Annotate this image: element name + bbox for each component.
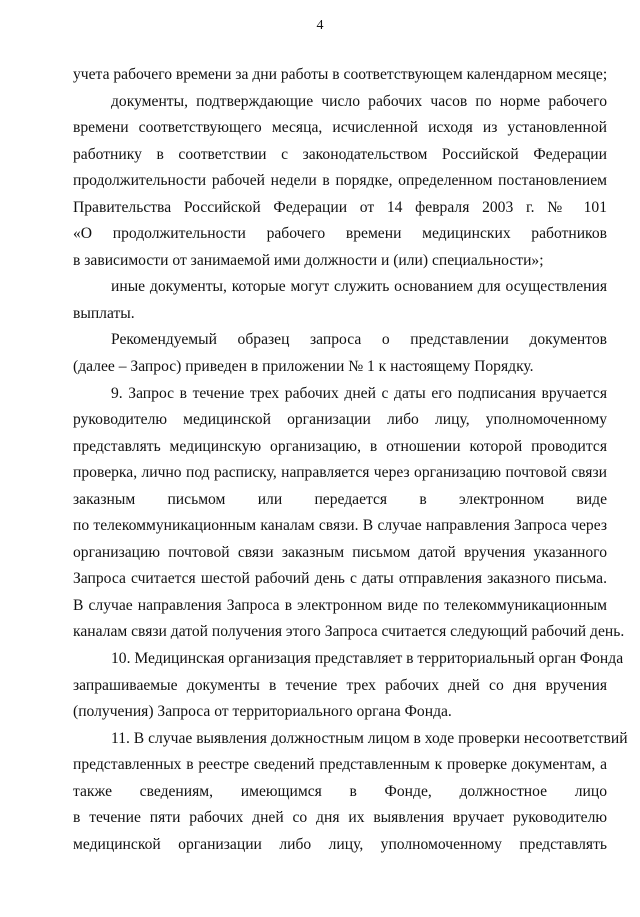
text-line: проверка, лично под расписку, направляется через организацию почтовой связи (73, 464, 607, 482)
text-line: Запроса считается шестой рабочий день с даты отправления заказного письма. (73, 570, 607, 588)
page-number: 4 (316, 18, 324, 33)
text-line: 11. В случае выявления должностным лицом в ходе проверки несоответствий (111, 729, 628, 747)
text-line: документы, подтверждающие число рабочих часов по норме рабочего (111, 92, 607, 110)
text-line: «О продолжительности рабочего времени медицинских работников (73, 225, 607, 243)
text-line: руководителю медицинской организации либо лицу, уполномоченному (73, 411, 607, 429)
text-line: в зависимости от занимаемой ими должности и (или) специальности»; (73, 251, 544, 269)
text-line: (получения) Запроса от территориального органа Фонда. (73, 703, 452, 721)
text-line: по телекоммуникационным каналам связи. В случае направления Запроса через (73, 517, 607, 535)
text-line: каналам связи датой получения этого Запроса считается следующий рабочий день. (73, 623, 625, 641)
text-line: запрашиваемые документы в течение трех рабочих дней со дня вручения (73, 676, 607, 694)
text-line: времени соответствующего месяца, исчисленной исходя из установленной (73, 119, 607, 137)
text-line: заказным письмом или передается в электронном виде (73, 490, 607, 508)
text-line: организацию почтовой связи заказным письмом датой вручения указанного (73, 543, 607, 561)
document-body (73, 62, 628, 858)
text-line: также сведениям, имеющимся в Фонде, должностное лицо (73, 782, 607, 800)
text-line: представлять медицинскую организацию, в отношении которой проводится (73, 437, 607, 455)
text-line: Рекомендуемый образец запроса о представлении документов (111, 331, 607, 349)
text-line: 9. Запрос в течение трех рабочих дней с даты его подписания вручается (111, 384, 607, 402)
text-line: В случае направления Запроса в электронном виде по телекоммуникационным (73, 596, 607, 614)
text-line: продолжительности рабочей недели в порядке, определенном постановлением (73, 172, 607, 190)
text-line: медицинской организации либо лицу, уполномоченному представлять (73, 835, 607, 853)
text-line: 10. Медицинская организация представляет в территориальный орган Фонда (111, 650, 624, 668)
text-line: выплаты. (73, 304, 135, 322)
text-line: иные документы, которые могут служить основанием для осуществления (111, 278, 607, 296)
text-line: в течение пяти рабочих дней со дня их выявления вручает руководителю (73, 809, 607, 827)
text-line: (далее – Запрос) приведен в приложении № 1 к настоящему Порядку. (73, 358, 534, 376)
text-line: работнику в соответствии с законодательством Российской Федерации (73, 145, 607, 163)
text-line: Правительства Российской Федерации от 14 февраля 2003 г. № 101 (73, 198, 607, 216)
text-line: представленных в реестре сведений представленным к проверке документам, а (73, 756, 607, 774)
text-line: учета рабочего времени за дни работы в соответствующем календарном месяце; (73, 66, 608, 83)
